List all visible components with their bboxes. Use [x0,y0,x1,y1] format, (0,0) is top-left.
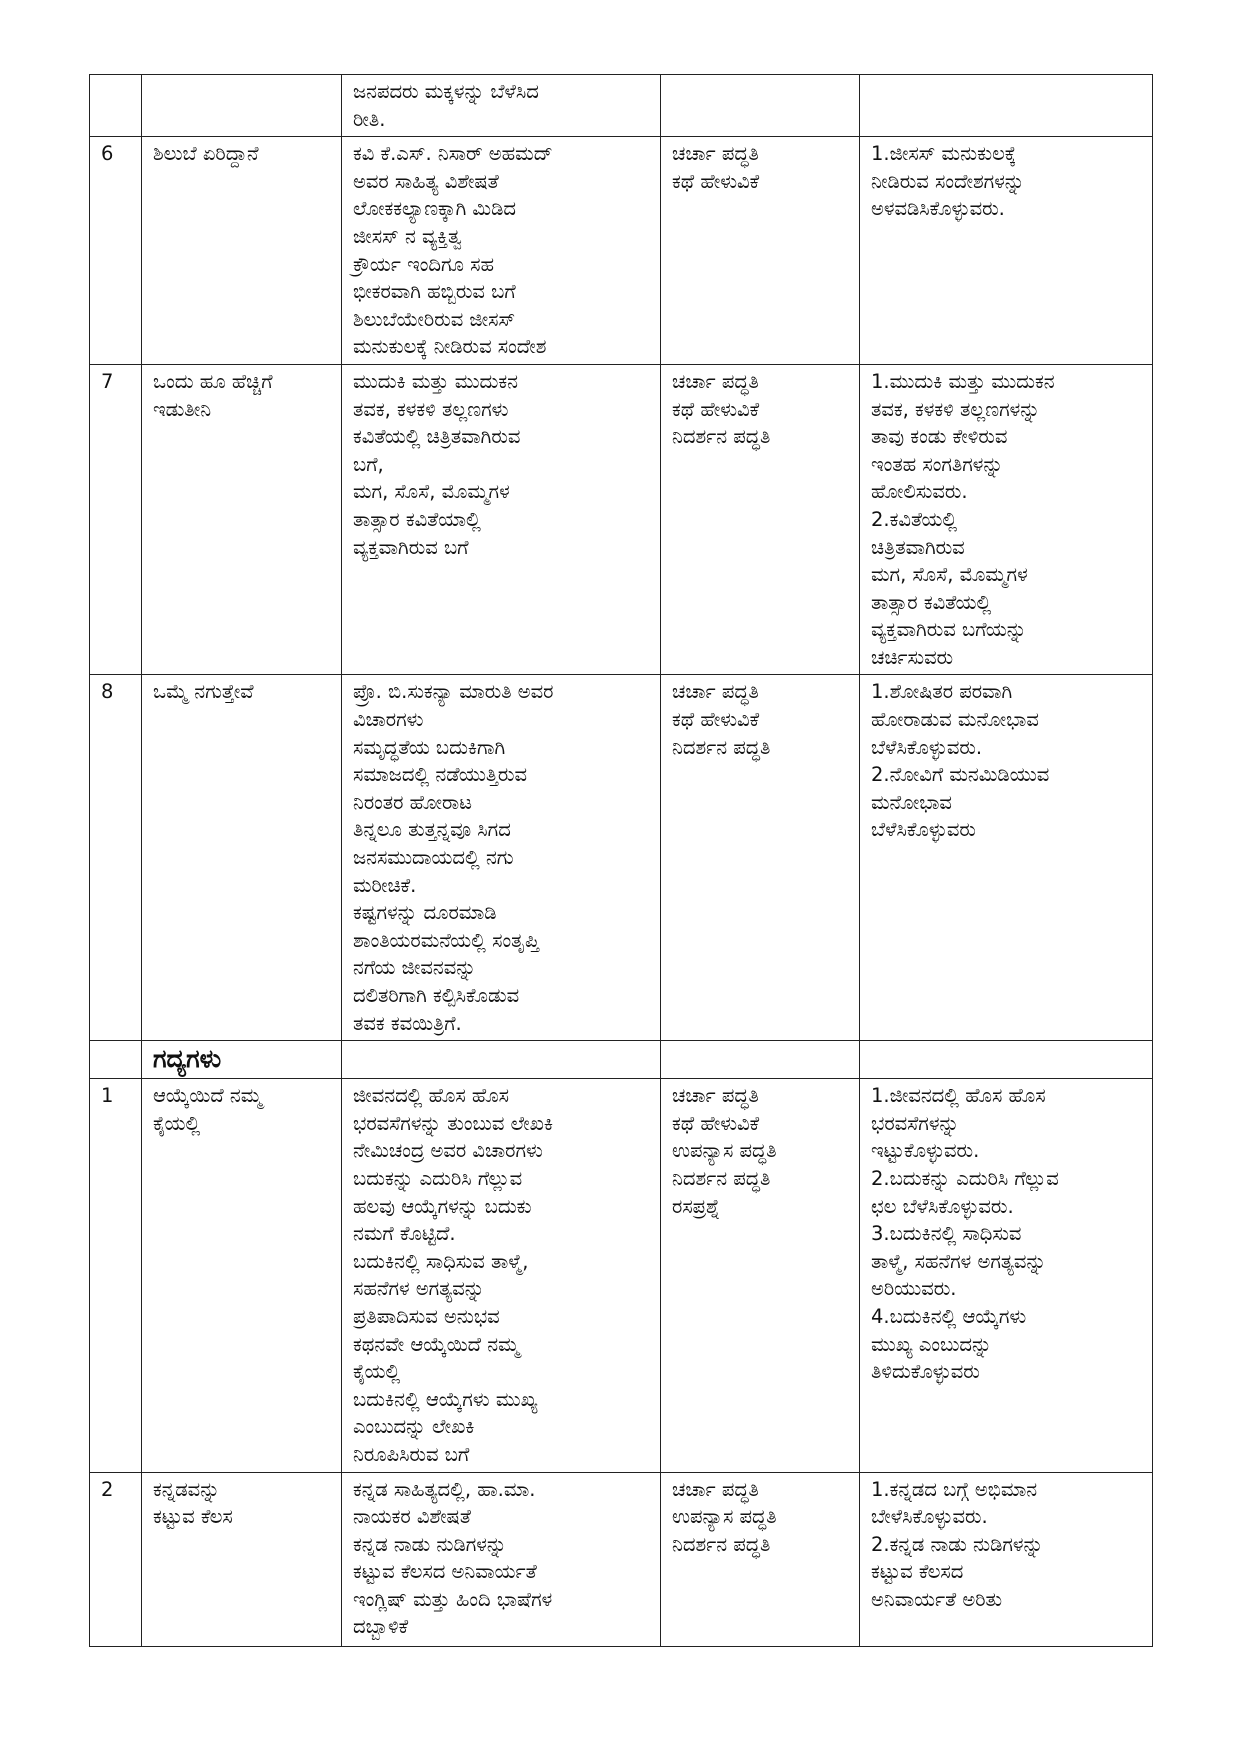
serial-number: 7 [101,369,114,393]
learning-outcome-line: 1.ಮುದುಕಿ ಮತ್ತು ಮುದುಕನ [871,369,1055,393]
teaching-method-line: ನಿದರ್ಶನ ಪದ್ಧತಿ [672,735,771,759]
content-line: ಕವಿ ಕೆ.ಎಸ್. ನಿಸಾರ್ ಅಹಮದ್ [353,142,553,166]
learning-outcome-line: 2.ಕವಿತೆಯಲ್ಲಿ [871,507,958,531]
content-cell [342,675,661,1041]
content-line: ಬದುಕಿನಲ್ಲಿ ಆಯ್ಕೆಗಳು ಮುಖ್ಯ [353,1387,538,1411]
content-line: ಕ್ರೌರ್ಯ ಇಂದಿಗೂ ಸಹ [353,252,495,276]
content-line: ದಬ್ಬಾಳಿಕೆ [353,1615,409,1639]
empty-cell [860,1041,1153,1079]
content-line: ಕೈಯಲ್ಲಿ [353,1360,401,1384]
serial-number-cell [90,1472,142,1646]
learning-outcome-line: ಛಲ ಬೆಳೆಸಿಕೊಳ್ಳುವರು. [871,1194,1014,1218]
learning-outcome-line: ಮಗ, ಸೊಸೆ, ಮೊಮ್ಮಗಳ [871,563,1028,587]
teaching-method-cell [661,1079,860,1472]
content-line: ಭೀಕರವಾಗಿ ಹಬ್ಬಿರುವ ಬಗೆ [353,280,516,304]
content-line: ಎಂಬುದನ್ನು ಲೇಖಕಿ [353,1415,475,1439]
teaching-method-line: ಚರ್ಚಾ ಪದ್ಧತಿ [672,1084,759,1108]
table-row [90,1472,1153,1646]
learning-outcome-line: ಅನಿವಾರ್ಯತೆ ಅರಿತು [871,1587,1003,1611]
lesson-plan-table [89,74,1153,1647]
table-row [90,1079,1153,1472]
learning-outcome-line: ತವಕ, ಕಳಕಳಿ ತಲ್ಲಣಗಳನ್ನು [871,397,1040,421]
learning-outcome-line: ಚರ್ಚಿಸುವರು [871,645,954,669]
serial-number-cell [90,75,142,137]
content-line: ರೀತಿ. [353,107,386,131]
learning-outcome-line: ತಾಳ್ಮೆ, ಸಹನೆಗಳ ಅಗತ್ಯವನ್ನು [871,1249,1047,1273]
teaching-method-line: ಉಪನ್ಯಾಸ ಪದ್ಧತಿ [672,1505,777,1529]
content-line: ಬದುಕಿನಲ್ಲಿ ಸಾಧಿಸುವ ತಾಳ್ಮೆ, [353,1249,529,1273]
teaching-method-line: ನಿದರ್ಶನ ಪದ್ಧತಿ [672,425,771,449]
learning-outcome-line: ಬೆಳೆಸಿಕೊಳ್ಳುವರು. [871,735,983,759]
table-row [90,675,1153,1041]
teaching-method-line: ಕಥೆ ಹೇಳುವಿಕೆ [672,397,760,421]
teaching-method-line: ಚರ್ಚಾ ಪದ್ಧತಿ [672,142,759,166]
content-line: ನಮಗೆ ಕೊಟ್ಟಿದೆ. [353,1222,456,1246]
content-line: ಮರೀಚಿಕೆ. [353,873,417,897]
learning-outcome-line: ತಾತ್ಸಾರ ಕವಿತೆಯಲ್ಲಿ [871,590,992,614]
content-line: ವ್ಯಕ್ತವಾಗಿರುವ ಬಗೆ [353,535,469,559]
learning-outcome-cell [860,675,1153,1041]
learning-outcome-line: ಭರವಸೆಗಳನ್ನು [871,1111,960,1135]
content-line: ಅವರ ಸಾಹಿತ್ಯ ವಿಶೇಷತೆ [353,169,499,193]
content-line: ತಾತ್ಸಾರ ಕವಿತೆಯಾಲ್ಲಿ [353,507,481,531]
serial-number: 8 [101,680,114,704]
content-cell [342,75,661,137]
content-cell [342,1079,661,1472]
learning-outcome-cell [860,137,1153,365]
lesson-title-line: ಕಟ್ಟುವ ಕೆಲಸ [153,1505,233,1529]
learning-outcome-line: 1.ಕನ್ನಡದ ಬಗ್ಗೆ ಅಭಿಮಾನ [871,1477,1038,1501]
learning-outcome-line: 3.ಬದುಕಿನಲ್ಲಿ ಸಾಧಿಸುವ [871,1222,1022,1246]
empty-cell [661,1041,860,1079]
lesson-title-line: ಇಡುತೀನಿ [153,397,212,421]
lesson-title-cell [142,137,342,365]
learning-outcome-line: ಅಳವಡಿಸಿಕೊಳ್ಳುವರು. [871,197,1005,221]
serial-number-cell [90,137,142,365]
learning-outcome-line: ಕಟ್ಟುವ ಕೆಲಸದ [871,1560,964,1584]
learning-outcome-line: ನೀಡಿರುವ ಸಂದೇಶಗಳನ್ನು [871,169,1025,193]
lesson-title-line: ಒಮ್ಮೆ ನಗುತ್ತೇವೆ [153,680,254,704]
content-line: ಪ್ರೊ. ಬಿ.ಸುಕನ್ಯಾ ಮಾರುತಿ ಅವರ [353,680,554,704]
content-line: ಸಮೃದ್ಧತೆಯ ಬದುಕಿಗಾಗಿ [353,735,506,759]
teaching-method-line: ರಸಪ್ರಶ್ನೆ [672,1194,721,1218]
learning-outcome-line: ತಿಳಿದುಕೊಳ್ಳುವರು [871,1360,980,1384]
content-line: ಜೀಸಸ್ ನ ವ್ಯಕ್ತಿತ್ವ [353,224,462,248]
serial-number: 6 [101,142,114,166]
content-line: ಇಂಗ್ಲಿಷ್ ಮತ್ತು ಹಿಂದಿ ಭಾಷೆಗಳ [353,1587,553,1611]
learning-outcome-line: ತಾವು ಕಂಡು ಕೇಳಿರುವ [871,425,1008,449]
teaching-method-cell [661,75,860,137]
learning-outcome-cell [860,364,1153,675]
learning-outcome-line: ಬೇಳೆಸಿಕೊಳ್ಳುವರು. [871,1505,988,1529]
teaching-method-line: ಕಥೆ ಹೇಳುವಿಕೆ [672,1111,760,1135]
content-line: ಕವಿತೆಯಲ್ಲಿ ಚಿತ್ರಿತವಾಗಿರುವ [353,425,521,449]
teaching-method-line: ಕಥೆ ಹೇಳುವಿಕೆ [672,169,760,193]
content-line: ಲೋಕಕಲ್ಯಾಣಕ್ಕಾಗಿ ಮಿಡಿದ [353,197,516,221]
learning-outcome-line: ಮುಖ್ಯ ಎಂಬುದನ್ನು [871,1332,992,1356]
content-line: ಭರವಸೆಗಳನ್ನು ತುಂಬುವ ಲೇಖಕಿ [353,1111,553,1135]
content-line: ಕಥನವೇ ಆಯ್ಕೆಯಿದೆ ನಮ್ಮ [353,1332,520,1356]
serial-number-cell [90,1041,142,1079]
learning-outcome-line: 2.ಕನ್ನಡ ನಾಡು ನುಡಿಗಳನ್ನು [871,1532,1044,1556]
table-body [90,75,1153,1647]
lesson-title-cell [142,675,342,1041]
learning-outcome-line: ಹೋಲಿಸುವರು. [871,480,968,504]
table-row [90,364,1153,675]
learning-outcome-line: ವ್ಯಕ್ತವಾಗಿರುವ ಬಗೆಯನ್ನು [871,618,1027,642]
content-line: ಮಗ, ಸೊಸೆ, ಮೊಮ್ಮಗಳ [353,480,510,504]
learning-outcome-line: ಇಂತಹ ಸಂಗತಿಗಳನ್ನು [871,452,1004,476]
content-line: ಶಿಲುಬೆಯೇರಿರುವ ಜೀಸಸ್ [353,307,516,331]
content-line: ಮನುಕುಲಕ್ಕೆ ನೀಡಿರುವ ಸಂದೇಶ [353,335,547,359]
content-line: ಜನಪದರು ಮಕ್ಕಳನ್ನು ಬೆಳೆಸಿದ [353,80,539,103]
learning-outcome-line: ಇಟ್ಟುಕೊಳ್ಳುವರು. [871,1139,980,1163]
lesson-title-line: ಆಯ್ಕೆಯಿದೆ ನಮ್ಮ [153,1084,262,1108]
serial-number-cell [90,675,142,1041]
lesson-title-line: ಒಂದು ಹೂ ಹೆಚ್ಚಿಗೆ [153,369,273,393]
content-line: ಪ್ರತಿಪಾದಿಸುವ ಅನುಭವ [353,1304,500,1328]
section-row [90,1041,1153,1079]
content-line: ನೇಮಿಚಂದ್ರ ಅವರ ವಿಚಾರಗಳು [353,1139,543,1163]
learning-outcome-line: 2.ಬದುಕನ್ನು ಎದುರಿಸಿ ಗೆಲ್ಲುವ [871,1166,1059,1190]
table-row [90,75,1153,137]
content-line: ಹಲವು ಆಯ್ಕೆಗಳನ್ನು ಬದುಕು [353,1194,532,1218]
content-line: ತಿನ್ನಲೂ ತುತ್ತನ್ನವೂ ಸಿಗದ [353,818,511,842]
learning-outcome-line: ಹೋರಾಡುವ ಮನೋಭಾವ [871,708,1039,732]
content-line: ಕಟ್ಟುವ ಕೆಲಸದ ಅನಿವಾರ್ಯತೆ [353,1560,537,1584]
content-line: ಕಷ್ಟಗಳನ್ನು ದೂರಮಾಡಿ [353,901,497,925]
content-line: ನಿರೂಪಿಸಿರುವ ಬಗೆ [353,1442,470,1466]
learning-outcome-cell [860,1079,1153,1472]
teaching-method-line: ಉಪನ್ಯಾಸ ಪದ್ಧತಿ [672,1139,777,1163]
content-cell [342,1472,661,1646]
lesson-title-line: ಕನ್ನಡವನ್ನು [153,1477,220,1501]
teaching-method-line: ಚರ್ಚಾ ಪದ್ಧತಿ [672,1477,759,1501]
content-line: ನಗೆಯ ಜೀವನವನ್ನು [353,956,476,980]
content-line: ಕನ್ನಡ ಸಾಹಿತ್ಯದಲ್ಲಿ, ಹಾ.ಮಾ. [353,1477,536,1501]
teaching-method-cell [661,137,860,365]
content-line: ಮುದುಕಿ ಮತ್ತು ಮುದುಕನ [353,369,518,393]
learning-outcome-cell [860,1472,1153,1646]
content-line: ಸಮಾಜದಲ್ಲಿ ನಡೆಯುತ್ತಿರುವ [353,763,527,787]
teaching-method-cell [661,1472,860,1646]
content-line: ವಿಚಾರಗಳು [353,708,424,732]
teaching-method-line: ಚರ್ಚಾ ಪದ್ಧತಿ [672,680,759,704]
learning-outcome-line: ಅರಿಯುವರು. [871,1277,957,1301]
content-line: ಬಗೆ, [353,452,384,476]
teaching-method-line: ಚರ್ಚಾ ಪದ್ಧತಿ [672,369,759,393]
content-line: ಜನಸಮುದಾಯದಲ್ಲಿ ನಗು [353,846,514,870]
lesson-title-line: ಕೈಯಲ್ಲಿ [153,1111,201,1135]
learning-outcome-line: 2.ನೋವಿಗೆ ಮನಮಿಡಿಯುವ [871,763,1050,787]
content-line: ಸಹನೆಗಳ ಅಗತ್ಯವನ್ನು [353,1277,485,1301]
teaching-method-line: ನಿದರ್ಶನ ಪದ್ಧತಿ [672,1166,771,1190]
learning-outcome-line: 1.ಜೀಸಸ್ ಮನುಕುಲಕ್ಕೆ [871,142,1017,166]
learning-outcome-line: 1.ಶೋಷಿತರ ಪರವಾಗಿ [871,680,1013,704]
serial-number-cell [90,364,142,675]
lesson-title-line: ಶಿಲುಬೆ ಏರಿದ್ದಾನೆ [153,142,259,166]
lesson-title-cell [142,1079,342,1472]
learning-outcome-line: ಮನೋಭಾವ [871,790,952,814]
table-row [90,137,1153,365]
learning-outcome-line: 4.ಬದುಕಿನಲ್ಲಿ ಆಯ್ಕೆಗಳು [871,1304,1027,1328]
serial-number-cell [90,1079,142,1472]
content-line: ತವಕ, ಕಳಕಳಿ ತಲ್ಲಣಗಳು [353,397,509,421]
content-cell [342,137,661,365]
content-line: ನಿರಂತರ ಹೋರಾಟ [353,790,472,814]
teaching-method-line: ಕಥೆ ಹೇಳುವಿಕೆ [672,708,760,732]
learning-outcome-cell [860,75,1153,137]
content-line: ಜೀವನದಲ್ಲಿ ಹೊಸ ಹೊಸ [353,1084,509,1108]
learning-outcome-line: 1.ಜೀವನದಲ್ಲಿ ಹೊಸ ಹೊಸ [871,1084,1046,1108]
content-cell [342,364,661,675]
learning-outcome-line: ಚಿತ್ರಿತವಾಗಿರುವ [871,535,965,559]
empty-cell [342,1041,661,1079]
lesson-title-cell [142,364,342,675]
teaching-method-line: ನಿದರ್ಶನ ಪದ್ಧತಿ [672,1532,771,1556]
lesson-title-cell [142,1472,342,1646]
section-title-cell [142,1041,342,1079]
content-line: ದಲಿತರಿಗಾಗಿ ಕಲ್ಪಿಸಿಕೊಡುವ [353,984,520,1007]
content-line: ಬದುಕನ್ನು ಎದುರಿಸಿ ಗೆಲ್ಲುವ [353,1166,523,1190]
teaching-method-cell [661,675,860,1041]
content-line: ಶಾಂತಿಯರಮನೆಯಲ್ಲಿ ಸಂತೃಪ್ತಿ [353,928,540,952]
content-line: ತವಕ ಕವಯಿತ್ರಿಗೆ. [353,1011,462,1035]
content-line: ಕನ್ನಡ ನಾಡು ನುಡಿಗಳನ್ನು [353,1532,507,1556]
teaching-method-cell [661,364,860,675]
learning-outcome-line: ಬೆಳೆಸಿಕೊಳ್ಳುವರು [871,818,976,842]
lesson-title-cell [142,75,342,137]
content-line: ನಾಯಕರ ವಿಶೇಷತೆ [353,1505,471,1529]
section-title: ಗದ್ಯಗಳು [153,1044,222,1074]
serial-number: 2 [101,1477,114,1501]
serial-number: 1 [101,1084,114,1108]
